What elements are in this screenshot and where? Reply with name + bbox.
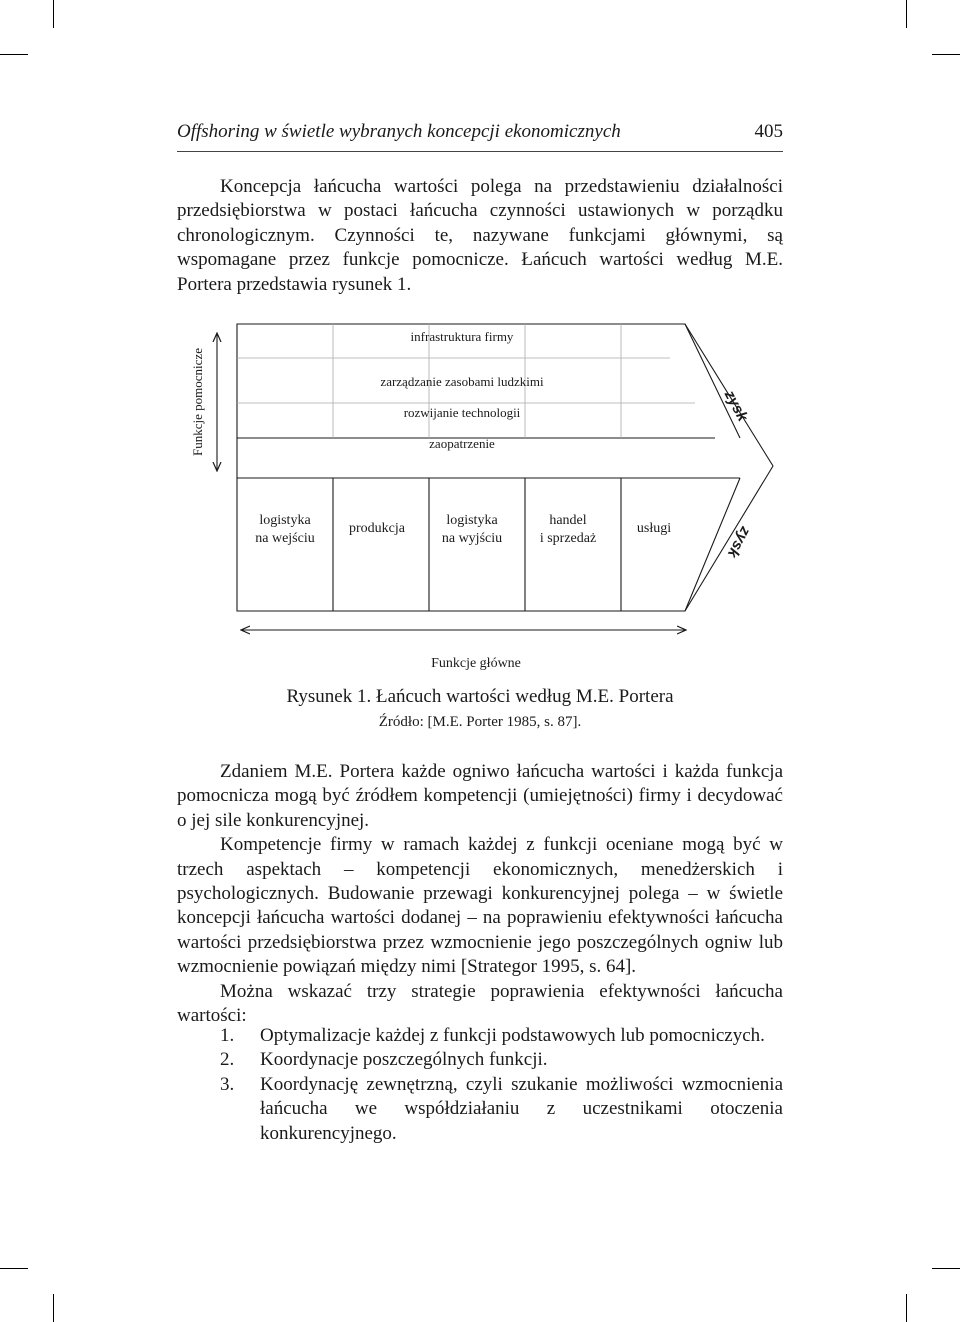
value-chain-figure <box>180 318 780 738</box>
page-number: 405 <box>754 121 783 142</box>
support-axis-label: Funkcje pomocnicze <box>190 348 205 456</box>
body-paragraph-1: Zdaniem M.E. Portera każde ogniwo łańcucha wartości i każda funkcja pomocnicza mogą być źródłem kompetencji (umiejętności) firmy i decydować o jej sile konkurencyjnej. <box>177 761 783 831</box>
margin-label-bottom: zysk <box>723 523 755 561</box>
primary-activity-inbound-line2: na wejściu <box>255 531 315 546</box>
primary-activity-inbound-line1: logistyka <box>259 513 311 528</box>
crop-mark <box>906 1294 907 1322</box>
figure-caption: Rysunek 1. Łańcuch wartości według M.E. Portera <box>286 686 674 707</box>
body-text <box>177 760 783 1028</box>
crop-mark <box>0 54 28 55</box>
intro-paragraph: Koncepcja łańcucha wartości polega na przedstawieniu działalności przedsiębiorstwa w postaci łańcucha czynności ustawionych w porządku chronologicznym. Czynności te, nazywane funkcjami głównymi, są wspomagane przez funkcje pomocnicze. Łańcuch wartości według M.E. Portera przedstawia rysunek 1. <box>177 176 783 295</box>
crop-mark <box>53 1294 54 1322</box>
list-item-text: Optymalizacje każdej z funkcji podstawowych lub pomocniczych. <box>260 1025 765 1046</box>
list-item <box>177 1048 783 1072</box>
list-item-text: Koordynację zewnętrzną, czyli szukanie możliwości wzmocnienia łańcucha we współdziałaniu z uczestnikami otoczenia konkurencyjnego. <box>260 1073 783 1144</box>
running-head-title: Offshoring w świetle wybranych koncepcji ekonomicznych <box>177 121 621 142</box>
crop-mark <box>53 0 54 28</box>
figure-source: Źródło: [M.E. Porter 1985, s. 87]. <box>378 714 582 730</box>
list-item-number: 1. <box>220 1025 235 1046</box>
support-activity-hr: zarządzanie zasobami ludzkimi <box>380 374 544 389</box>
crop-mark <box>932 54 960 55</box>
support-activity-infrastructure: infrastruktura firmy <box>410 329 514 344</box>
margin-label-top: zysk <box>720 387 752 425</box>
primary-activity-operations: produkcja <box>349 521 405 536</box>
body-paragraph-3: Można wskazać trzy strategie poprawienia efektywności łańcucha wartości: <box>177 980 783 1027</box>
list-item-text: Koordynacje poszczególnych funkcji. <box>260 1049 548 1071</box>
margin-inner-edge <box>685 324 740 611</box>
list-item-number: 2. <box>220 1049 235 1071</box>
body-paragraph-2: Kompetencje firmy w ramach każdej z funkcji oceniane mogą być w trzech aspektach – kompetencji ekonomicznych, menedżerskich i psychologicznych. Budowanie przewagi konkurencyjnej polega – w świetle koncepcji łańcucha wartości dodanej – na poprawieniu efektywności łańcucha wartości przedsiębiorstwa przez wzmocnienie jego poszczególnych ogniw lub wzmocnienie powiązań między nimi [Strategor 1995, s. 64]. <box>177 834 783 978</box>
primary-activity-outbound-line1: logistyka <box>446 513 498 528</box>
list-item-number: 3. <box>220 1073 235 1095</box>
support-activity-technology: rozwijanie technologii <box>403 405 521 420</box>
list-item <box>177 1024 783 1048</box>
crop-mark <box>906 0 907 28</box>
support-activity-procurement: zaopatrzenie <box>429 436 495 451</box>
primary-activity-sales-line2: i sprzedaż <box>539 531 597 546</box>
crop-mark <box>932 1268 960 1269</box>
intro-paragraph-block <box>177 175 783 297</box>
crop-mark <box>0 1268 28 1269</box>
value-chain-outline <box>237 324 773 611</box>
primary-activity-outbound-line2: na wyjściu <box>441 531 503 546</box>
running-head <box>177 121 783 152</box>
primary-axis-label: Funkcje główne <box>431 656 521 671</box>
strategy-list <box>177 1024 783 1146</box>
list-item <box>177 1073 783 1146</box>
primary-activity-sales-line1: handel <box>549 513 587 528</box>
value-chain-diagram <box>180 318 780 738</box>
primary-activity-service: usługi <box>636 521 672 536</box>
